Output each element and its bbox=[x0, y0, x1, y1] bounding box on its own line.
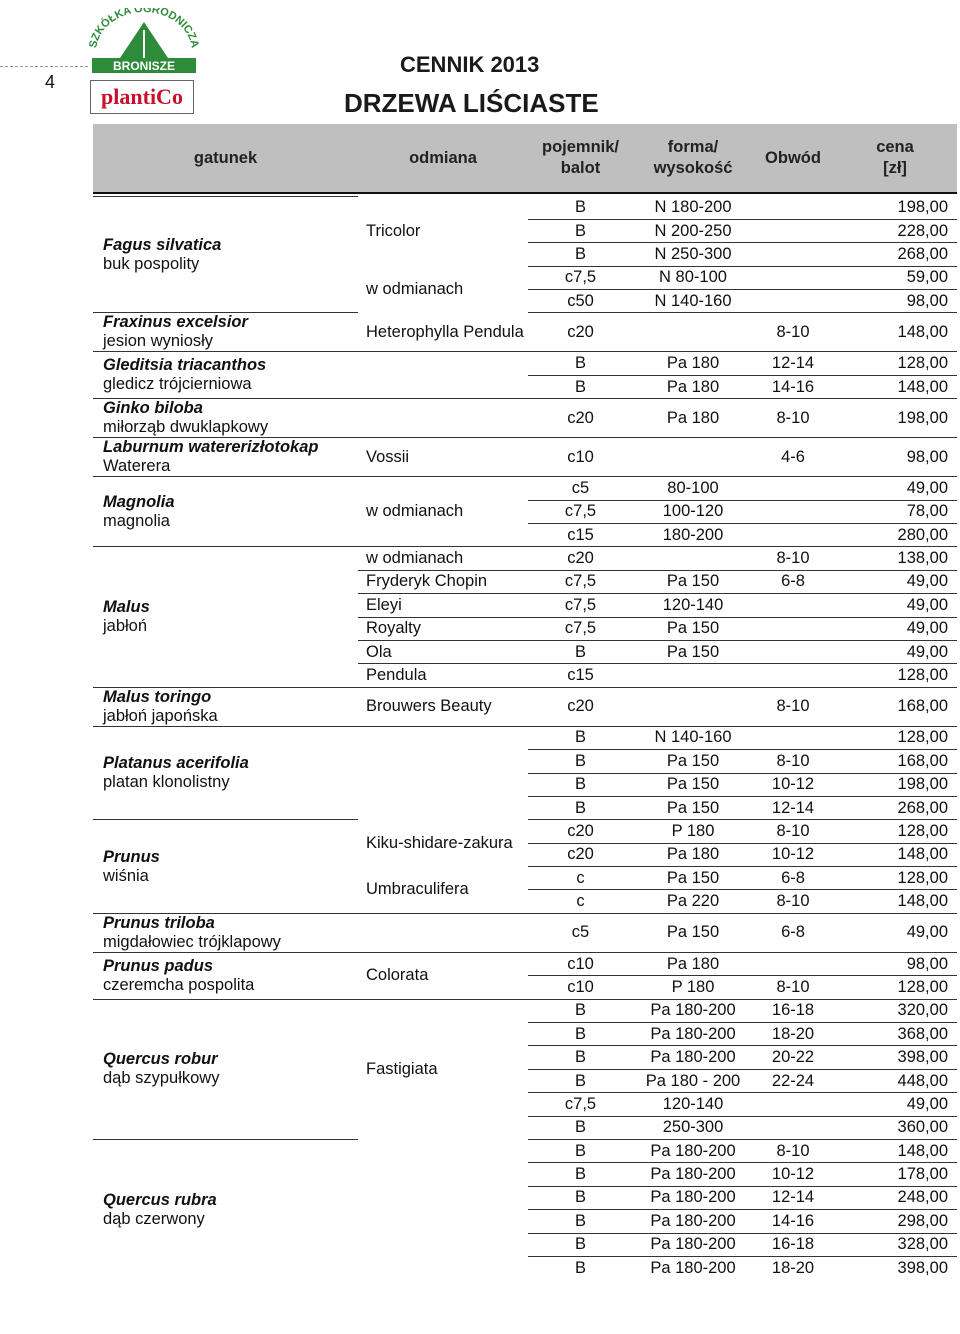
form-height-cell bbox=[633, 687, 753, 726]
species-latin: Magnolia bbox=[103, 492, 175, 511]
form-height-cell: Pa 180-200 bbox=[633, 1163, 753, 1186]
species-latin: Fagus silvatica bbox=[103, 235, 222, 254]
girth-cell: 16-18 bbox=[753, 1233, 833, 1256]
price-cell: 49,00 bbox=[833, 640, 957, 663]
form-height-cell bbox=[633, 313, 753, 352]
table-row bbox=[93, 477, 957, 500]
variety-cell: Umbraculifera bbox=[366, 880, 469, 899]
species-polish: jabłoń japońska bbox=[103, 706, 218, 725]
girth-cell: 14-16 bbox=[753, 1210, 833, 1233]
price-table bbox=[93, 124, 957, 1279]
species-cell bbox=[93, 687, 358, 726]
girth-cell bbox=[753, 640, 833, 663]
document-subtitle: DRZEWA LIŚCIASTE bbox=[344, 88, 599, 118]
container-cell: B bbox=[528, 1163, 633, 1186]
container-cell: c5 bbox=[528, 477, 633, 500]
container-cell: c bbox=[528, 890, 633, 913]
form-height-cell: Pa 180-200 bbox=[633, 1256, 753, 1279]
form-height-cell: 250-300 bbox=[633, 1116, 753, 1139]
form-height-cell: 120-140 bbox=[633, 594, 753, 617]
species-polish: jabłoń bbox=[103, 617, 148, 636]
species-polish: migdałowiec trójklapowy bbox=[103, 932, 281, 951]
form-height-cell: N 250-300 bbox=[633, 243, 753, 266]
variety-cell bbox=[358, 1140, 528, 1280]
form-height-cell: Pa 150 bbox=[633, 796, 753, 819]
girth-cell bbox=[753, 500, 833, 523]
container-cell: c10 bbox=[528, 952, 633, 975]
species-cell bbox=[93, 313, 358, 352]
variety-cell bbox=[358, 352, 528, 399]
girth-cell: 8-10 bbox=[753, 313, 833, 352]
variety-cell: Vossii bbox=[358, 438, 528, 477]
form-height-cell: Pa 150 bbox=[633, 867, 753, 890]
logo-bronisze-text: BRONISZE bbox=[112, 59, 176, 73]
species-cell bbox=[93, 477, 358, 547]
girth-cell: 4-6 bbox=[753, 438, 833, 477]
species-polish: buk pospolity bbox=[103, 254, 200, 273]
container-cell: B bbox=[528, 219, 633, 242]
form-height-cell: 100-120 bbox=[633, 500, 753, 523]
girth-cell: 8-10 bbox=[753, 1140, 833, 1163]
price-cell: 98,00 bbox=[833, 438, 957, 477]
col-header-obwod: Obwód bbox=[753, 124, 833, 193]
girth-cell: 16-18 bbox=[753, 999, 833, 1022]
variety-cell bbox=[358, 243, 528, 266]
col-header-cena: cena [zł] bbox=[833, 124, 957, 193]
price-cell: 59,00 bbox=[833, 266, 957, 289]
form-height-cell bbox=[633, 438, 753, 477]
species-polish: platan klonolistny bbox=[103, 773, 230, 792]
species-cell bbox=[93, 820, 358, 914]
price-cell: 128,00 bbox=[833, 976, 957, 999]
species-latin: Prunus bbox=[103, 847, 160, 866]
girth-cell bbox=[753, 290, 833, 313]
form-height-cell: Pa 150 bbox=[633, 913, 753, 952]
girth-cell: 18-20 bbox=[753, 1023, 833, 1046]
girth-cell: 6-8 bbox=[753, 570, 833, 593]
form-height-cell: Pa 180 bbox=[633, 375, 753, 398]
species-cell bbox=[93, 399, 358, 438]
form-height-cell: Pa 180 bbox=[633, 843, 753, 866]
price-cell: 148,00 bbox=[833, 313, 957, 352]
species-latin: Malus bbox=[103, 598, 150, 617]
form-height-cell: N 200-250 bbox=[633, 219, 753, 242]
species-polish: dąb szypułkowy bbox=[103, 1069, 220, 1088]
form-height-cell: N 140-160 bbox=[633, 726, 753, 749]
girth-cell bbox=[753, 1093, 833, 1116]
container-cell: B bbox=[528, 640, 633, 663]
form-height-cell: 120-140 bbox=[633, 1093, 753, 1116]
girth-cell: 10-12 bbox=[753, 843, 833, 866]
variety-cell: Kiku-shidare-zakura bbox=[366, 833, 513, 852]
girth-cell bbox=[753, 1116, 833, 1139]
price-cell: 49,00 bbox=[833, 594, 957, 617]
form-height-cell: 180-200 bbox=[633, 524, 753, 547]
girth-cell: 18-20 bbox=[753, 1256, 833, 1279]
variety-cell: w odmianach bbox=[366, 280, 464, 299]
price-cell: 228,00 bbox=[833, 219, 957, 242]
container-cell: B bbox=[528, 750, 633, 773]
page-edge-dashed-line bbox=[0, 66, 88, 67]
girth-cell: 10-12 bbox=[753, 773, 833, 796]
price-cell: 49,00 bbox=[833, 617, 957, 640]
girth-cell bbox=[753, 726, 833, 749]
species-latin: Quercus rubra bbox=[103, 1190, 217, 1209]
container-cell: B bbox=[528, 1233, 633, 1256]
variety-cell bbox=[358, 726, 528, 820]
form-height-cell: Pa 180-200 bbox=[633, 1186, 753, 1209]
girth-cell bbox=[753, 617, 833, 640]
girth-cell: 8-10 bbox=[753, 750, 833, 773]
container-cell: c50 bbox=[528, 290, 633, 313]
container-cell: B bbox=[574, 198, 586, 217]
variety-cell: Fryderyk Chopin bbox=[358, 570, 528, 593]
species-latin: Gleditsia triacanthos bbox=[103, 356, 267, 375]
girth-cell: 12-14 bbox=[753, 1186, 833, 1209]
species-latin: Laburnum watererizłotokap bbox=[103, 438, 319, 457]
container-cell: c20 bbox=[528, 547, 633, 570]
price-cell: 78,00 bbox=[833, 500, 957, 523]
container-cell: B bbox=[528, 1210, 633, 1233]
container-cell: c5 bbox=[528, 913, 633, 952]
container-cell: B bbox=[528, 352, 633, 375]
form-height-cell: Pa 180-200 bbox=[633, 1210, 753, 1233]
girth-cell bbox=[753, 664, 833, 687]
form-height-cell: Pa 180 bbox=[633, 399, 753, 438]
col-header-gatunek: gatunek bbox=[93, 124, 358, 193]
container-cell: B bbox=[528, 1116, 633, 1139]
form-height-cell: Pa 180 bbox=[633, 352, 753, 375]
logo-arc-text: SZKÓŁKA OGRODNICZA bbox=[88, 8, 200, 50]
container-cell: c20 bbox=[528, 843, 633, 866]
girth-cell bbox=[753, 524, 833, 547]
container-cell: c20 bbox=[528, 687, 633, 726]
form-height-cell: Pa 150 bbox=[633, 570, 753, 593]
variety-cell: w odmianach bbox=[366, 502, 464, 521]
price-cell: 98,00 bbox=[833, 952, 957, 975]
girth-cell: 12-14 bbox=[753, 796, 833, 819]
col-header-forma: forma/ wysokość bbox=[633, 124, 753, 193]
girth-cell: 10-12 bbox=[753, 1163, 833, 1186]
container-cell: B bbox=[528, 1186, 633, 1209]
girth-cell: 8-10 bbox=[753, 820, 833, 843]
girth-cell: 12-14 bbox=[753, 352, 833, 375]
species-cell bbox=[93, 999, 358, 1139]
variety-cell: w odmianach bbox=[358, 547, 528, 570]
container-cell: B bbox=[528, 1140, 633, 1163]
species-latin: Platanus acerifolia bbox=[103, 754, 249, 773]
table-row bbox=[93, 313, 957, 352]
species-polish: jesion wyniosły bbox=[103, 332, 214, 351]
container-cell: c10 bbox=[528, 438, 633, 477]
price-cell: 280,00 bbox=[833, 524, 957, 547]
price-cell: 49,00 bbox=[833, 570, 957, 593]
form-height-cell: Pa 180-200 bbox=[633, 1023, 753, 1046]
price-cell: 268,00 bbox=[833, 243, 957, 266]
container-cell: B bbox=[528, 1023, 633, 1046]
species-cell bbox=[93, 726, 358, 820]
variety-cell: Pendula bbox=[358, 664, 528, 687]
price-cell: 128,00 bbox=[833, 867, 957, 890]
girth-cell: 8-10 bbox=[753, 890, 833, 913]
price-cell: 49,00 bbox=[833, 1093, 957, 1116]
variety-cell bbox=[358, 524, 528, 547]
form-height-cell: N 80-100 bbox=[633, 266, 753, 289]
plantico-logo: plantiCo bbox=[90, 80, 194, 114]
girth-cell bbox=[753, 266, 833, 289]
girth-cell: 8-10 bbox=[753, 399, 833, 438]
species-polish: miłorząb dwuklapkowy bbox=[103, 418, 269, 437]
price-cell: 178,00 bbox=[833, 1163, 957, 1186]
table-row bbox=[93, 438, 957, 477]
girth-cell: 6-8 bbox=[753, 913, 833, 952]
form-height-cell: Pa 180-200 bbox=[633, 1046, 753, 1069]
container-cell: c bbox=[528, 867, 633, 890]
container-cell: B bbox=[528, 1046, 633, 1069]
girth-cell: 22-24 bbox=[753, 1069, 833, 1092]
container-cell: c15 bbox=[528, 524, 633, 547]
price-cell: 198,00 bbox=[833, 773, 957, 796]
form-height-cell: Pa 150 bbox=[633, 617, 753, 640]
price-cell: 128,00 bbox=[833, 726, 957, 749]
price-cell: 198,00 bbox=[897, 198, 948, 217]
table-row bbox=[93, 913, 957, 952]
container-cell: c20 bbox=[528, 399, 633, 438]
price-cell: 448,00 bbox=[833, 1069, 957, 1092]
price-cell: 168,00 bbox=[833, 687, 957, 726]
species-polish: dąb czerwony bbox=[103, 1209, 205, 1228]
species-polish: gledicz trójcierniowa bbox=[103, 375, 252, 394]
container-cell: c20 bbox=[528, 820, 633, 843]
species-latin: Prunus padus bbox=[103, 956, 214, 975]
variety-cell: Ola bbox=[358, 640, 528, 663]
price-cell: 268,00 bbox=[833, 796, 957, 819]
container-cell: B bbox=[528, 726, 633, 749]
col-header-odmiana: odmiana bbox=[358, 124, 528, 193]
price-cell: 49,00 bbox=[833, 913, 957, 952]
form-height-cell bbox=[633, 664, 753, 687]
price-cell: 128,00 bbox=[833, 352, 957, 375]
price-cell: 298,00 bbox=[833, 1210, 957, 1233]
variety-cell: Colorata bbox=[358, 952, 528, 999]
variety-cell: Heterophylla Pendula bbox=[366, 322, 524, 341]
girth-cell bbox=[753, 952, 833, 975]
girth-cell: 8-10 bbox=[753, 976, 833, 999]
girth-cell bbox=[753, 243, 833, 266]
species-polish: magnolia bbox=[103, 511, 170, 530]
variety-cell: Brouwers Beauty bbox=[358, 687, 528, 726]
species-cell bbox=[93, 1140, 358, 1280]
table-row bbox=[93, 1140, 957, 1163]
container-cell: c7,5 bbox=[528, 594, 633, 617]
price-cell: 98,00 bbox=[833, 290, 957, 313]
container-cell: B bbox=[528, 1069, 633, 1092]
form-height-cell: Pa 180 bbox=[633, 952, 753, 975]
price-cell: 320,00 bbox=[833, 999, 957, 1022]
variety-cell: Eleyi bbox=[358, 594, 528, 617]
price-cell: 360,00 bbox=[833, 1116, 957, 1139]
girth-cell bbox=[753, 594, 833, 617]
form-height-cell: Pa 180-200 bbox=[633, 1233, 753, 1256]
container-cell: B bbox=[528, 999, 633, 1022]
container-cell: B bbox=[528, 773, 633, 796]
variety-cell bbox=[358, 477, 528, 500]
form-height-cell: P 180 bbox=[633, 976, 753, 999]
species-latin: Ginko biloba bbox=[103, 399, 203, 418]
species-latin: Fraxinus excelsior bbox=[103, 313, 248, 332]
container-cell: B bbox=[528, 1256, 633, 1279]
price-cell: 148,00 bbox=[833, 890, 957, 913]
form-height-cell: Pa 150 bbox=[633, 750, 753, 773]
price-cell: 398,00 bbox=[833, 1256, 957, 1279]
girth-cell bbox=[753, 219, 833, 242]
girth-cell: 8-10 bbox=[753, 687, 833, 726]
table-row bbox=[93, 687, 957, 726]
container-cell: c20 bbox=[528, 313, 633, 352]
price-cell: 49,00 bbox=[833, 477, 957, 500]
variety-cell bbox=[358, 197, 528, 220]
container-cell: c7,5 bbox=[528, 266, 633, 289]
price-cell: 328,00 bbox=[833, 1233, 957, 1256]
species-latin: Quercus robur bbox=[103, 1050, 218, 1069]
table-row bbox=[93, 547, 957, 570]
form-height-cell: Pa 150 bbox=[633, 773, 753, 796]
form-height-cell: Pa 180-200 bbox=[633, 1140, 753, 1163]
girth-cell bbox=[753, 477, 833, 500]
container-cell: c15 bbox=[528, 664, 633, 687]
form-height-cell: Pa 220 bbox=[633, 890, 753, 913]
price-cell: 138,00 bbox=[833, 547, 957, 570]
girth-cell: 20-22 bbox=[753, 1046, 833, 1069]
price-cell: 128,00 bbox=[833, 664, 957, 687]
container-cell: c7,5 bbox=[528, 617, 633, 640]
species-polish: wiśnia bbox=[103, 866, 149, 885]
form-height-cell: Pa 180 - 200 bbox=[633, 1069, 753, 1092]
col-header-pojemnik: pojemnik/ balot bbox=[528, 124, 633, 193]
species-polish: czeremcha pospolita bbox=[103, 975, 255, 994]
species-cell bbox=[93, 952, 358, 999]
price-cell: 168,00 bbox=[833, 750, 957, 773]
price-cell: 148,00 bbox=[833, 1140, 957, 1163]
girth-cell: 6-8 bbox=[753, 867, 833, 890]
girth-cell: 14-16 bbox=[753, 375, 833, 398]
variety-cell bbox=[358, 913, 528, 952]
species-cell bbox=[93, 197, 358, 313]
page-number: 4 bbox=[45, 72, 56, 92]
table-row bbox=[93, 352, 957, 375]
document-title: CENNIK 2013 bbox=[400, 52, 540, 77]
form-height-cell: Pa 180-200 bbox=[633, 999, 753, 1022]
table-row bbox=[93, 399, 957, 438]
szkolka-logo bbox=[88, 8, 200, 74]
price-cell: 198,00 bbox=[833, 399, 957, 438]
species-latin: Malus toringo bbox=[103, 687, 212, 706]
species-latin: Prunus triloba bbox=[103, 913, 215, 932]
container-cell: B bbox=[528, 375, 633, 398]
price-cell: 148,00 bbox=[833, 843, 957, 866]
form-height-cell: N 180-200 bbox=[654, 198, 732, 217]
variety-cell: Royalty bbox=[358, 617, 528, 640]
species-cell bbox=[93, 547, 358, 687]
species-cell bbox=[93, 352, 358, 399]
table-row bbox=[93, 197, 957, 220]
price-cell: 398,00 bbox=[833, 1046, 957, 1069]
table-row bbox=[93, 999, 957, 1022]
variety-cell: Fastigiata bbox=[358, 999, 528, 1139]
species-polish: Waterera bbox=[103, 457, 171, 476]
price-cell: 248,00 bbox=[833, 1186, 957, 1209]
container-cell: B bbox=[528, 796, 633, 819]
price-cell: 148,00 bbox=[833, 375, 957, 398]
form-height-cell bbox=[633, 547, 753, 570]
form-height-cell: P 180 bbox=[633, 820, 753, 843]
species-cell bbox=[93, 913, 358, 952]
header-row bbox=[93, 124, 957, 193]
table-row bbox=[93, 820, 957, 843]
table-row bbox=[93, 952, 957, 975]
girth-cell: 8-10 bbox=[753, 547, 833, 570]
container-cell: c10 bbox=[528, 976, 633, 999]
price-cell: 128,00 bbox=[833, 820, 957, 843]
price-cell: 368,00 bbox=[833, 1023, 957, 1046]
container-cell: c7,5 bbox=[528, 1093, 633, 1116]
form-height-cell: N 140-160 bbox=[633, 290, 753, 313]
species-cell bbox=[93, 438, 358, 477]
container-cell: B bbox=[528, 243, 633, 266]
container-cell: c7,5 bbox=[528, 570, 633, 593]
form-height-cell: Pa 150 bbox=[633, 640, 753, 663]
form-height-cell: 80-100 bbox=[633, 477, 753, 500]
variety-cell bbox=[358, 399, 528, 438]
container-cell: c7,5 bbox=[528, 500, 633, 523]
girth-cell bbox=[753, 197, 833, 220]
table-row bbox=[93, 726, 957, 749]
variety-cell: Tricolor bbox=[366, 221, 421, 240]
